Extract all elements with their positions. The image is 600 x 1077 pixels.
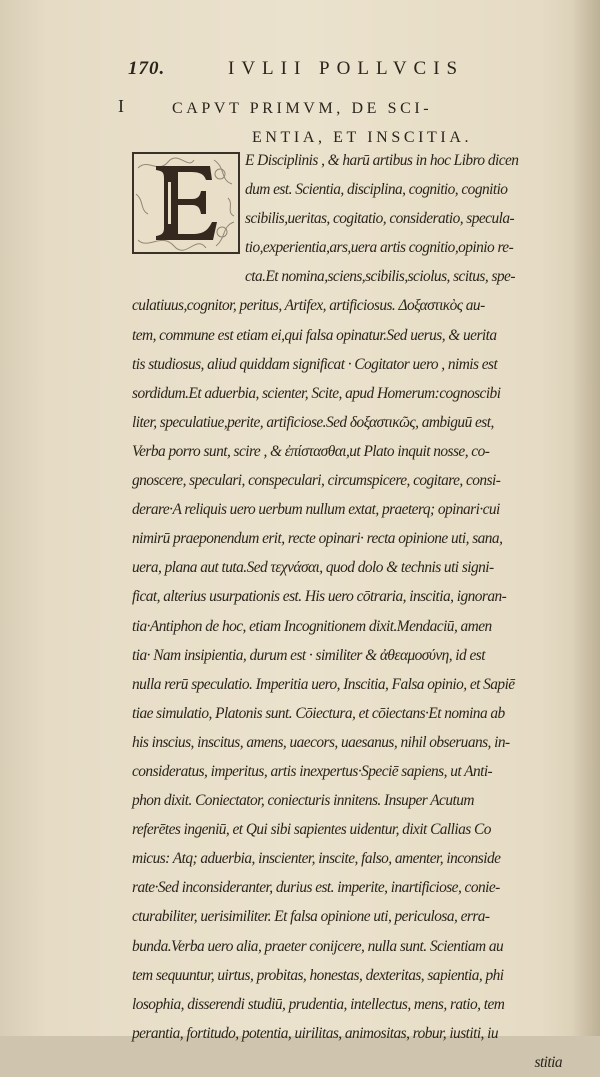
running-title: IVLII POLLVCIS	[228, 58, 465, 79]
text-line: nimirū praeponendum erit, recte opinari· recta opinione uti, sana,	[132, 530, 503, 548]
chapter-body-text	[132, 146, 580, 1077]
text-line: cturabiliter, uerisimiliter. Et falsa opinione uti, periculosa, erra-	[132, 908, 490, 926]
text-line: tis studiosus, aliud quiddam significat · Cogitator uero , nimis est	[132, 355, 498, 373]
chapter-title	[172, 94, 592, 152]
text-line: E Disciplinis , & harū artibus in hoc Libro dicen	[245, 152, 519, 169]
text-line: tem sequuntur, uirtus, probitas, honestas, dexteritas, sapientia, phi	[132, 966, 504, 984]
text-line: derare·A reliquis uero uerbum nullum extat, praeterq; opinari·cui	[132, 501, 500, 519]
text-line: uera, plana aut tuta.Sed τεχνάσαι, quod dolo & technis uti signi-	[132, 559, 494, 577]
text-line: perantia, fortitudo, potentia, uirilitas, animositas, robur, iustiti, iu	[132, 1024, 499, 1042]
text-line: referētes ingeniū, et Qui sibi sapientes uidentur, dixit Callias Co	[132, 821, 491, 839]
chapter-title-line: CAPVT PRIMVM, DE SCI-	[172, 100, 433, 117]
text-line: nulla rerū speculatio. Imperitia uero, Inscitia, Falsa opinio, et Sapiē	[132, 675, 515, 693]
chapter-title-line: ENTIA, ET INSCITIA.	[252, 129, 473, 146]
text-line: phon dixit. Coniectator, coniecturis innitens. Insuper Acutum	[132, 792, 474, 810]
text-line: micus: Atq; aduerbia, inscienter, inscite, falso, amenter, inconside	[132, 850, 501, 868]
text-line: tiae simulatio, Platonis sunt. Cōiectura, et cōiectans·Et nomina ab	[132, 704, 505, 722]
chapter-number: I	[118, 96, 124, 116]
page-number: 170.	[128, 58, 166, 79]
text-line: tia· Nam insipientia, durum est · similiter & ἀθεαμοσύνη, id est	[132, 646, 485, 664]
text-line: ficat, alterius usurpationis est. His uero cōtraria, inscitia, ignoran-	[132, 588, 507, 606]
text-line: scibilis,ueritas, cogitatio, consideratio, specula-	[245, 210, 515, 228]
text-line: culatiuus,cognitor, peritus, Artifex, artificiosus. Δοξαστικὸς au-	[132, 297, 485, 315]
text-line: gnoscere, speculari, conspeculari, circumspicere, cogitare, consi-	[132, 472, 501, 490]
text-line: rate·Sed inconsideranter, durius est. imperite, inartificiose, conie-	[132, 879, 500, 897]
text-line: tia·Antiphon de hoc, etiam Incognitionem dixit.Mendaciū, amen	[132, 617, 492, 635]
text-line: cta.Et nomina,sciens,scibilis,sciolus, scitus, spe-	[245, 268, 515, 286]
text-line: sordidum.Et aduerbia, scienter, Scite, apud Homerum:cognoscibi	[132, 384, 501, 402]
text-line: liter, speculatiue,perite, artificiose.Sed δοξαστικῶς, ambiguū est,	[132, 413, 494, 431]
text-line: his inscius, inscitus, amens, uaecors, uaesanus, nihil obseruans, in-	[132, 733, 510, 751]
text-line: dum est. Scientia, disciplina, cognitio, cognitio	[245, 181, 508, 199]
text-line: Verba porro sunt, scire , & ἐπίστασθαι,ut Plato inquit nosse, co-	[132, 442, 490, 460]
text-line: tem, commune est etiam ei,qui falsa opinatur.Sed uerus, & uerita	[132, 326, 497, 344]
text-line: bunda.Verba uero alia, praeter conijcere, nulla sunt. Scientiam au	[132, 937, 504, 955]
text-line: tio,experientia,ars,uera artis cognitio,opinio re-	[245, 239, 514, 257]
text-line: losophia, disserendi studiū, prudentia, intellectus, mens, ratio, tem	[132, 995, 505, 1013]
catchword: stitia	[534, 1053, 562, 1071]
text-line: consideratus, imperitus, artis inexpertus·Speciē sapiens, ut Anti-	[132, 762, 493, 780]
running-head	[128, 58, 568, 84]
